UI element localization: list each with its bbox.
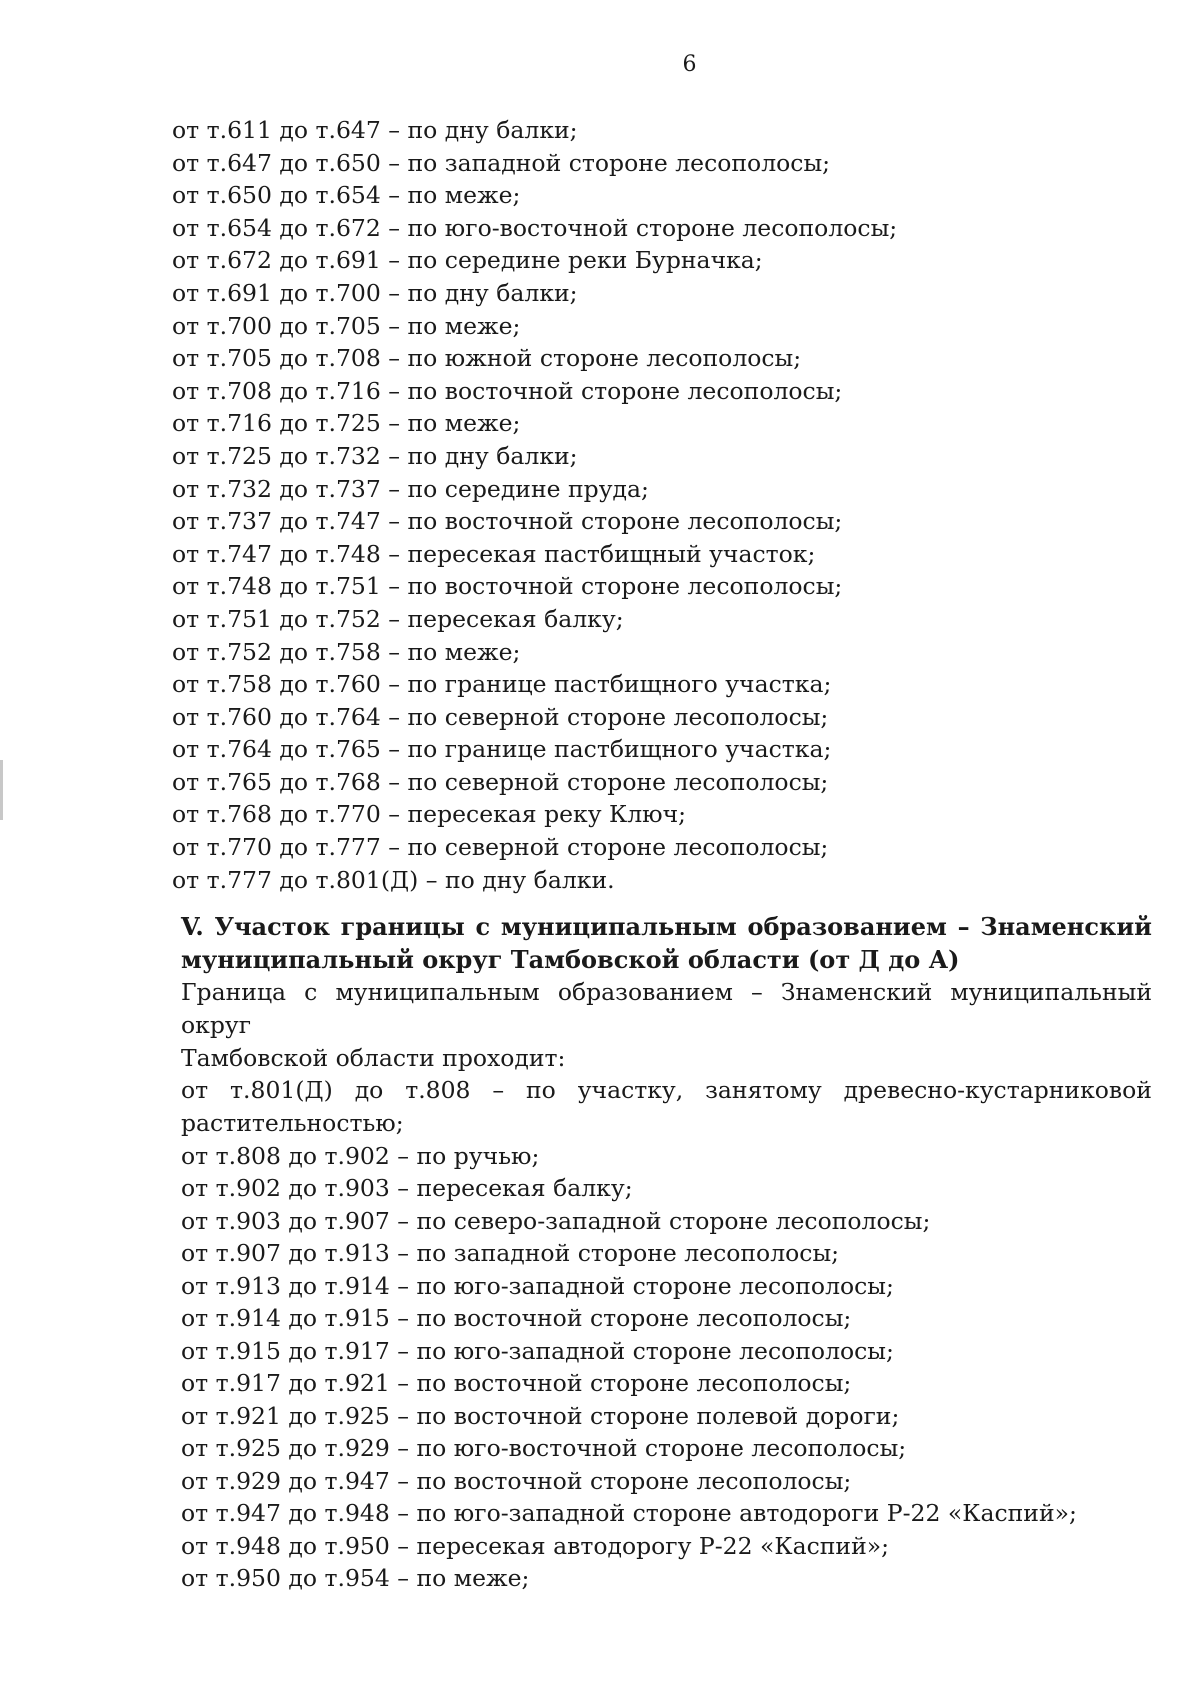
route-line: от т.903 до т.907 – по северо-западной стороне лесополосы; xyxy=(181,1206,931,1235)
intro-text: Граница с муниципальным образованием – Знаменский муниципальный округ xyxy=(181,978,1152,1039)
route-line: от т.647 до т.650 – по западной стороне лесополосы; xyxy=(172,148,831,177)
route-word: – xyxy=(492,1076,505,1105)
route-line: от т.705 до т.708 – по южной стороне лесополосы; xyxy=(172,344,802,373)
route-line: от т.732 до т.737 – по середине пруда; xyxy=(172,474,649,503)
route-word: до xyxy=(354,1076,384,1105)
route-line: от т.747 до т.748 – пересекая пастбищный участок; xyxy=(172,539,816,568)
route-line: от т.925 до т.929 – по юго-восточной стороне лесополосы; xyxy=(181,1434,907,1463)
route-line: от т.691 до т.700 – по дну балки; xyxy=(172,278,578,307)
heading-word: Знаменский xyxy=(980,912,1152,941)
route-line: от т.700 до т.705 – по меже; xyxy=(172,311,521,340)
route-line: от т.765 до т.768 – по северной стороне лесополосы; xyxy=(172,767,829,796)
route-word: т.801(Д) xyxy=(230,1076,333,1105)
route-line: от т.672 до т.691 – по середине реки Бурначка; xyxy=(172,246,763,275)
route-line: от т.737 до т.747 – по восточной стороне лесополосы; xyxy=(172,507,843,536)
route-line: от т.716 до т.725 – по меже; xyxy=(172,409,521,438)
route-first xyxy=(181,1074,1152,1140)
route-line: от т.921 до т.925 – по восточной стороне полевой дороги; xyxy=(181,1401,900,1430)
heading-word: Участок xyxy=(214,912,330,941)
route-first-line2: растительностью; xyxy=(181,1109,404,1138)
heading-word: – xyxy=(957,912,970,941)
route-line: от т.913 до т.914 – по юго-западной стороне лесополосы; xyxy=(181,1271,894,1300)
section-intro xyxy=(181,976,1152,1074)
section-intro-line1 xyxy=(181,976,1152,1042)
section-v xyxy=(181,910,1152,1595)
route-line: от т.777 до т.801(Д) – по дну балки. xyxy=(172,865,615,894)
route-line: от т.650 до т.654 – по меже; xyxy=(172,181,521,210)
route-word: участку, xyxy=(577,1076,684,1105)
route-line: от т.917 до т.921 – по восточной стороне лесополосы; xyxy=(181,1369,852,1398)
route-line: от т.768 до т.770 – пересекая реку Ключ; xyxy=(172,800,687,829)
section-heading xyxy=(181,910,1152,976)
route-line: от т.764 до т.765 – по границе пастбищного участка; xyxy=(172,735,832,764)
route-line: от т.752 до т.758 – по меже; xyxy=(172,637,521,666)
route-line: от т.948 до т.950 – пересекая автодорогу Р-22 «Каспий»; xyxy=(181,1531,890,1560)
route-list-part2 xyxy=(181,1140,1152,1595)
route-word: т.808 xyxy=(405,1076,471,1105)
route-line: от т.770 до т.777 – по северной стороне лесополосы; xyxy=(172,833,829,862)
route-line: от т.725 до т.732 – по дну балки; xyxy=(172,441,578,470)
route-word: по xyxy=(526,1076,556,1105)
heading-word: границы xyxy=(340,912,465,941)
heading-word: муниципальным xyxy=(500,912,737,941)
route-line: от т.929 до т.947 – по восточной стороне лесополосы; xyxy=(181,1466,852,1495)
route-line: от т.808 до т.902 – по ручью; xyxy=(181,1141,540,1170)
route-line: от т.760 до т.764 – по северной стороне лесополосы; xyxy=(172,702,829,731)
route-line: от т.611 до т.647 – по дну балки; xyxy=(172,116,578,144)
heading-word: образованием xyxy=(747,912,947,941)
route-word: древесно-кустарниковой xyxy=(843,1076,1152,1105)
heading-word: с xyxy=(475,912,491,941)
route-line: от т.907 до т.913 – по западной стороне лесополосы; xyxy=(181,1239,840,1268)
route-first-line1 xyxy=(181,1074,1152,1107)
route-line: от т.708 до т.716 – по восточной стороне лесополосы; xyxy=(172,376,843,405)
scan-edge-mark xyxy=(0,760,3,820)
route-line: от т.902 до т.903 – пересекая балку; xyxy=(181,1174,633,1203)
route-list-part1 xyxy=(172,114,1072,896)
page-number: 6 xyxy=(682,52,698,77)
route-line: от т.950 до т.954 – по меже; xyxy=(181,1564,530,1593)
route-line: от т.914 до т.915 – по восточной стороне лесополосы; xyxy=(181,1304,852,1333)
route-line: от т.947 до т.948 – по юго-западной стороне автодороги Р-22 «Каспий»; xyxy=(181,1499,1077,1528)
section-heading-line1 xyxy=(181,910,1152,943)
section-heading-line2: муниципальный округ Тамбовской области (от Д до А) xyxy=(181,945,960,974)
heading-word: V. xyxy=(181,912,204,941)
route-word: от xyxy=(181,1076,209,1105)
route-line: от т.748 до т.751 – по восточной стороне лесополосы; xyxy=(172,572,843,601)
route-line: от т.654 до т.672 – по юго-восточной стороне лесополосы; xyxy=(172,213,898,242)
section-intro-line2: Тамбовской области проходит: xyxy=(181,1043,566,1072)
route-line: от т.758 до т.760 – по границе пастбищного участка; xyxy=(172,670,832,699)
route-word: занятому xyxy=(705,1076,822,1105)
route-line: от т.751 до т.752 – пересекая балку; xyxy=(172,604,624,633)
route-line: от т.915 до т.917 – по юго-западной стороне лесополосы; xyxy=(181,1336,894,1365)
